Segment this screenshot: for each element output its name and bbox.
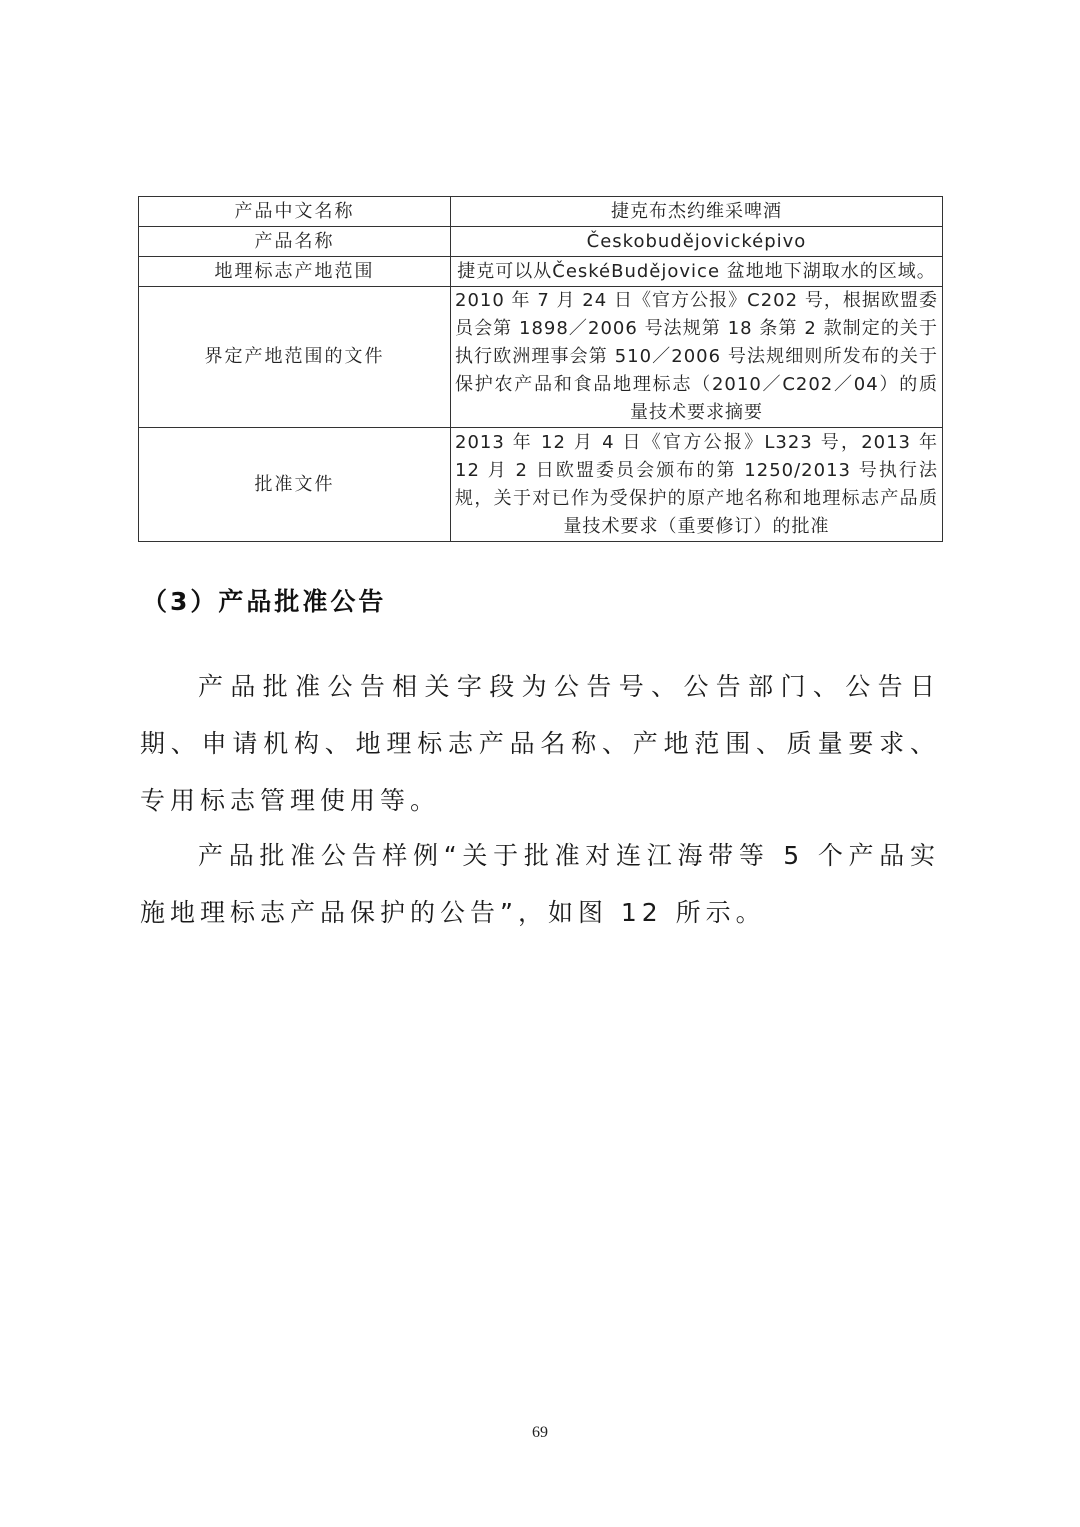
table-label-cell: 产品中文名称 <box>139 197 451 227</box>
table-label-cell: 地理标志产地范围 <box>139 257 451 287</box>
table-value-cell: 捷克布杰约维采啤酒 <box>451 197 943 227</box>
table-value-cell: 捷克可以从ČeskéBudějovice 盆地地下湖取水的区域。 <box>451 257 943 287</box>
product-info-table <box>138 196 943 542</box>
section-heading: （3）产品批准公告 <box>142 587 387 616</box>
table-value-cell: 2010 年 7 月 24 日《官方公报》C202 号，根据欧盟委员会第 1898／2006 号法规第 18 条第 2 款制定的关于执行欧洲理事会第 510／2006 号法规细则所发布的关于保护农产品和食品地理标志（2010／C202／04）的质量技术要求摘要 <box>451 287 943 428</box>
body-paragraph: 产品批准公告样例“关于批准对连江海带等 5 个产品实施地理标志产品保护的公告”，如图 12 所示。 <box>140 841 940 927</box>
table-label-cell: 批准文件 <box>139 428 451 542</box>
body-paragraph: 产品批准公告相关字段为公告号、公告部门、公告日期、申请机构、地理标志产品名称、产地范围、质量要求、专用标志管理使用等。 <box>140 672 940 815</box>
page-number: 69 <box>532 1424 548 1441</box>
table-value-cell: Českobudějovicképivo <box>451 227 943 257</box>
table-row <box>139 227 943 257</box>
table-row <box>139 257 943 287</box>
table-value-cell: 2013 年 12 月 4 日《官方公报》L323 号，2013 年 12 月 2 日欧盟委员会颁布的第 1250/2013 号执行法规，关于对已作为受保护的原产地名称和地理标志产品质量技术要求（重要修订）的批准 <box>451 428 943 542</box>
table-row <box>139 197 943 227</box>
table-row <box>139 287 943 428</box>
table-label-cell: 产品名称 <box>139 227 451 257</box>
table-row <box>139 428 943 542</box>
table-label-cell: 界定产地范围的文件 <box>139 287 451 428</box>
